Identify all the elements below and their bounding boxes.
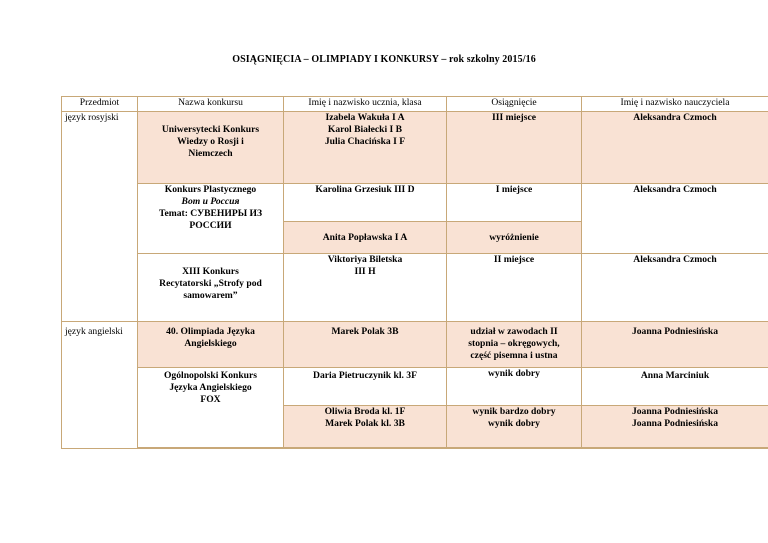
- subject-english: język angielski: [62, 322, 138, 449]
- achievement: I miejsce: [447, 184, 582, 222]
- table-row: [62, 254, 768, 322]
- header-teacher: Imię i nazwisko nauczyciela: [582, 97, 768, 112]
- table-row: [62, 184, 768, 222]
- student-names: Oliwia Broda kl. 1F Marek Polak kl. 3B: [284, 406, 447, 448]
- contest-name: Uniwersytecki Konkurs Wiedzy o Rosji i Niemczech: [138, 112, 284, 184]
- header-student: Imię i nazwisko ucznia, klasa: [284, 97, 447, 112]
- table-row: [62, 322, 768, 368]
- student-name: Marek Polak 3B: [284, 322, 447, 368]
- header-subject: Przedmiot: [62, 97, 138, 112]
- achievement: wynik bardzo dobry wynik dobry: [447, 406, 582, 448]
- teacher-name: Joanna Podniesińska: [582, 322, 768, 368]
- teacher-name: Aleksandra Czmoch: [582, 184, 768, 254]
- header-row: [62, 97, 768, 112]
- contest-name: XIII Konkurs Recytatorski „Strofy pod samowarem”: [138, 254, 284, 322]
- contest-name: Konkurs Plastycznego Вот и Россия Temat: СУВЕНИРЫ ИЗ РОССИИ: [138, 184, 284, 254]
- student-names: Viktoriya Biletska III H: [284, 254, 447, 322]
- subject-russian: język rosyjski: [62, 112, 138, 322]
- table-row: [62, 448, 768, 449]
- teacher-name: Aleksandra Czmoch: [582, 112, 768, 184]
- header-achievement: Osiągnięcie: [447, 97, 582, 112]
- table-row: [62, 368, 768, 406]
- contest-name: 40. Olimpiada Języka Angielskiego: [138, 322, 284, 368]
- header-contest: Nazwa konkursu: [138, 97, 284, 112]
- student-name: Karolina Grzesiuk III D: [284, 184, 447, 222]
- achievements-table: [61, 96, 768, 449]
- achievement: III miejsce: [447, 112, 582, 184]
- table-row: [62, 112, 768, 184]
- student-names: Izabela Wakuła I A Karol Białecki I B Julia Chacińska I F: [284, 112, 447, 184]
- achievement: II miejsce: [447, 254, 582, 322]
- document-title: OSIĄGNIĘCIA – OLIMPIADY I KONKURSY – rok szkolny 2015/16: [232, 54, 536, 65]
- achievement: wyróżnienie: [447, 222, 582, 254]
- contest-name: Ogólnopolski Konkurs Języka Angielskiego FOX: [138, 368, 284, 448]
- achievement: udział w zawodach II stopnia – okręgowych, część pisemna i ustna: [447, 322, 582, 368]
- teacher-name: Anna Marciniuk: [582, 368, 768, 406]
- teacher-name: Aleksandra Czmoch: [582, 254, 768, 322]
- student-name: Anita Popławska I A: [284, 222, 447, 254]
- student-name: Daria Pietruczynik kl. 3F: [284, 368, 447, 406]
- teacher-name: Joanna Podniesińska Joanna Podniesińska: [582, 406, 768, 448]
- achievement: wynik dobry: [447, 368, 582, 406]
